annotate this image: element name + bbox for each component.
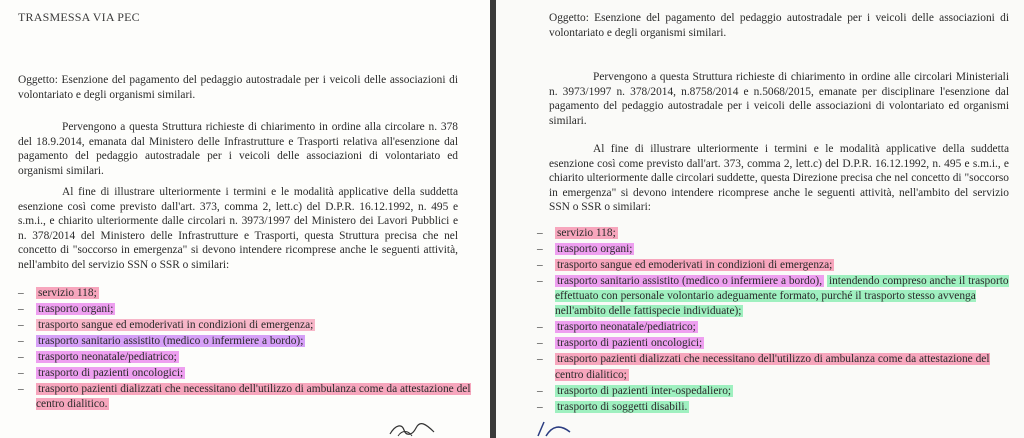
list-dash: – bbox=[18, 383, 24, 395]
list-item bbox=[18, 318, 478, 333]
list-dash: – bbox=[18, 319, 24, 331]
list-item bbox=[537, 352, 1017, 382]
highlighted-item-text: trasporto pazienti dializzati che necessitano dell'utilizzo di ambulanza come da attestazione del centro dialitico; bbox=[555, 353, 990, 381]
list-item bbox=[18, 302, 478, 317]
highlighted-item-text: trasporto organi; bbox=[38, 303, 114, 315]
highlighted-item-text: trasporto di pazienti inter-ospedaliero; bbox=[557, 384, 732, 397]
highlighted-item-text: servizio 118; bbox=[38, 287, 97, 299]
highlighted-item-text: trasporto neonatale/pediatrico; bbox=[557, 321, 696, 334]
highlighted-item-text: trasporto sangue ed emoderivati in condizioni di emergenza; bbox=[557, 259, 833, 271]
left-subject: Oggetto: Esenzione del pagamento del pedaggio autostradale per i veicoli delle associazioni di volontariato e degli organismi similari. bbox=[18, 74, 458, 101]
list-item bbox=[537, 320, 1017, 335]
pec-header: TRASMESSA VIA PEC bbox=[18, 10, 140, 24]
list-item bbox=[537, 242, 1017, 257]
highlighted-item-text: trasporto sangue ed emoderivati in condizioni di emergenza; bbox=[38, 319, 314, 331]
list-item bbox=[537, 226, 1017, 241]
left-activity-list bbox=[18, 286, 478, 413]
list-item bbox=[537, 400, 1017, 415]
list-dash: – bbox=[537, 275, 543, 287]
highlighted-item-text: trasporto neonatale/pediatrico; bbox=[38, 351, 177, 363]
list-item bbox=[537, 258, 1017, 273]
list-item bbox=[537, 384, 1017, 399]
list-item bbox=[18, 382, 478, 412]
list-dash: – bbox=[537, 227, 543, 239]
list-dash: – bbox=[537, 243, 543, 255]
list-dash: – bbox=[537, 259, 543, 271]
list-item bbox=[537, 336, 1017, 351]
list-item bbox=[18, 366, 478, 381]
right-paragraph-2: Al fine di illustrare ulteriormente i termini e le modalità applicative della suddetta esenzione così come previsto dall'art. 373, comma 2, lett.c) del D.P.R. 16.12.1992, n. 495 e s.m.i., e chiarito ulteriormente dalle circolari suddette, questa Direzione precisa che nel concetto di "soccorso in emergenza" si devono intendere ricomprese anche le seguenti attività, nell'ambito del servizio SSN o SSR o similari: bbox=[549, 143, 1009, 214]
highlighted-item-text: trasporto pazienti dializzati che necessitano dell'utilizzo di ambulanza come da attestazione del centro dialitico. bbox=[36, 383, 471, 411]
right-activity-list bbox=[537, 226, 1017, 416]
list-dash: – bbox=[18, 287, 24, 299]
signature-mark bbox=[534, 418, 574, 438]
list-dash: – bbox=[18, 335, 24, 347]
list-dash: – bbox=[537, 337, 543, 350]
highlighted-item-text: trasporto di pazienti oncologici; bbox=[557, 337, 703, 350]
highlighted-item-text: trasporto sanitario assistito (medico o infermiere a bordo); bbox=[38, 335, 304, 347]
list-dash: – bbox=[18, 367, 24, 379]
list-dash: – bbox=[18, 351, 24, 363]
left-paragraph-1: Pervengono a questa Struttura richieste di chiarimento in ordine alla circolare n. 378 del 18.9.2014, emanata dal Ministero delle Infrastrutture e Trasporti relativa all'esenzione dal pagamento del pedaggio autostradale per i veicoli delle associazioni di volontariato ed organismi similari. bbox=[18, 121, 458, 177]
list-dash: – bbox=[537, 321, 543, 334]
left-paragraph-2: Al fine di illustrare ulteriormente i termini e le modalità applicative della suddetta esenzione così come previsto dall'art. 373, comma 2, lett.c) del D.P.R. 16.12.1992, n. 495 e s.m.i., e chiarito ulteriormente dalle circolari n. 3973/1997 del Ministero dei Lavori Pubblici e n. 378/2014 del Ministero delle Infrastrutture e Trasporti, questa Struttura precisa che nel concetto di "soccorso in emergenza" si devono intendere ricomprese anche le seguenti attività, nell'ambito del servizio SSN o SSR o similari: bbox=[18, 186, 458, 271]
highlighted-addition-text: intendendo compreso anche il trasporto effettuato con personale volontario adeguamente formato, purché il trasporto stesso avvenga nell'ambito delle fattispecie individuate); bbox=[555, 275, 1009, 318]
highlighted-item-text: trasporto di soggetti disabili. bbox=[557, 400, 688, 413]
list-item bbox=[18, 334, 478, 349]
highlighted-item-text: trasporto sanitario assistito (medico o infermiere a bordo), bbox=[557, 275, 823, 287]
right-paragraph-1: Pervengono a questa Struttura richieste di chiarimento in ordine alle circolari Ministeriali n. 3973/1997 n. 378/2014, n.8758/2014 e n.5068/2015, emanate per disciplinare l'esenzione dal pagamento del pedaggio autostradale per i veicoli delle associazioni di volontariato ed organismi similari. bbox=[549, 71, 1009, 127]
highlighted-item-text: trasporto di pazienti oncologici; bbox=[38, 367, 184, 379]
list-dash: – bbox=[537, 384, 543, 397]
highlighted-item-text: trasporto organi; bbox=[557, 243, 633, 255]
list-item bbox=[18, 286, 478, 301]
list-dash: – bbox=[18, 303, 24, 315]
highlighted-item-text: servizio 118; bbox=[557, 227, 616, 239]
signature-scribble bbox=[388, 420, 438, 438]
list-item bbox=[18, 350, 478, 365]
list-dash: – bbox=[537, 400, 543, 413]
right-subject: Oggetto: Esenzione del pagamento del pedaggio autostradale per i veicoli delle associazioni di volontariato e degli organismi similari. bbox=[549, 12, 1009, 39]
list-dash: – bbox=[537, 353, 543, 366]
list-item bbox=[537, 274, 1017, 320]
